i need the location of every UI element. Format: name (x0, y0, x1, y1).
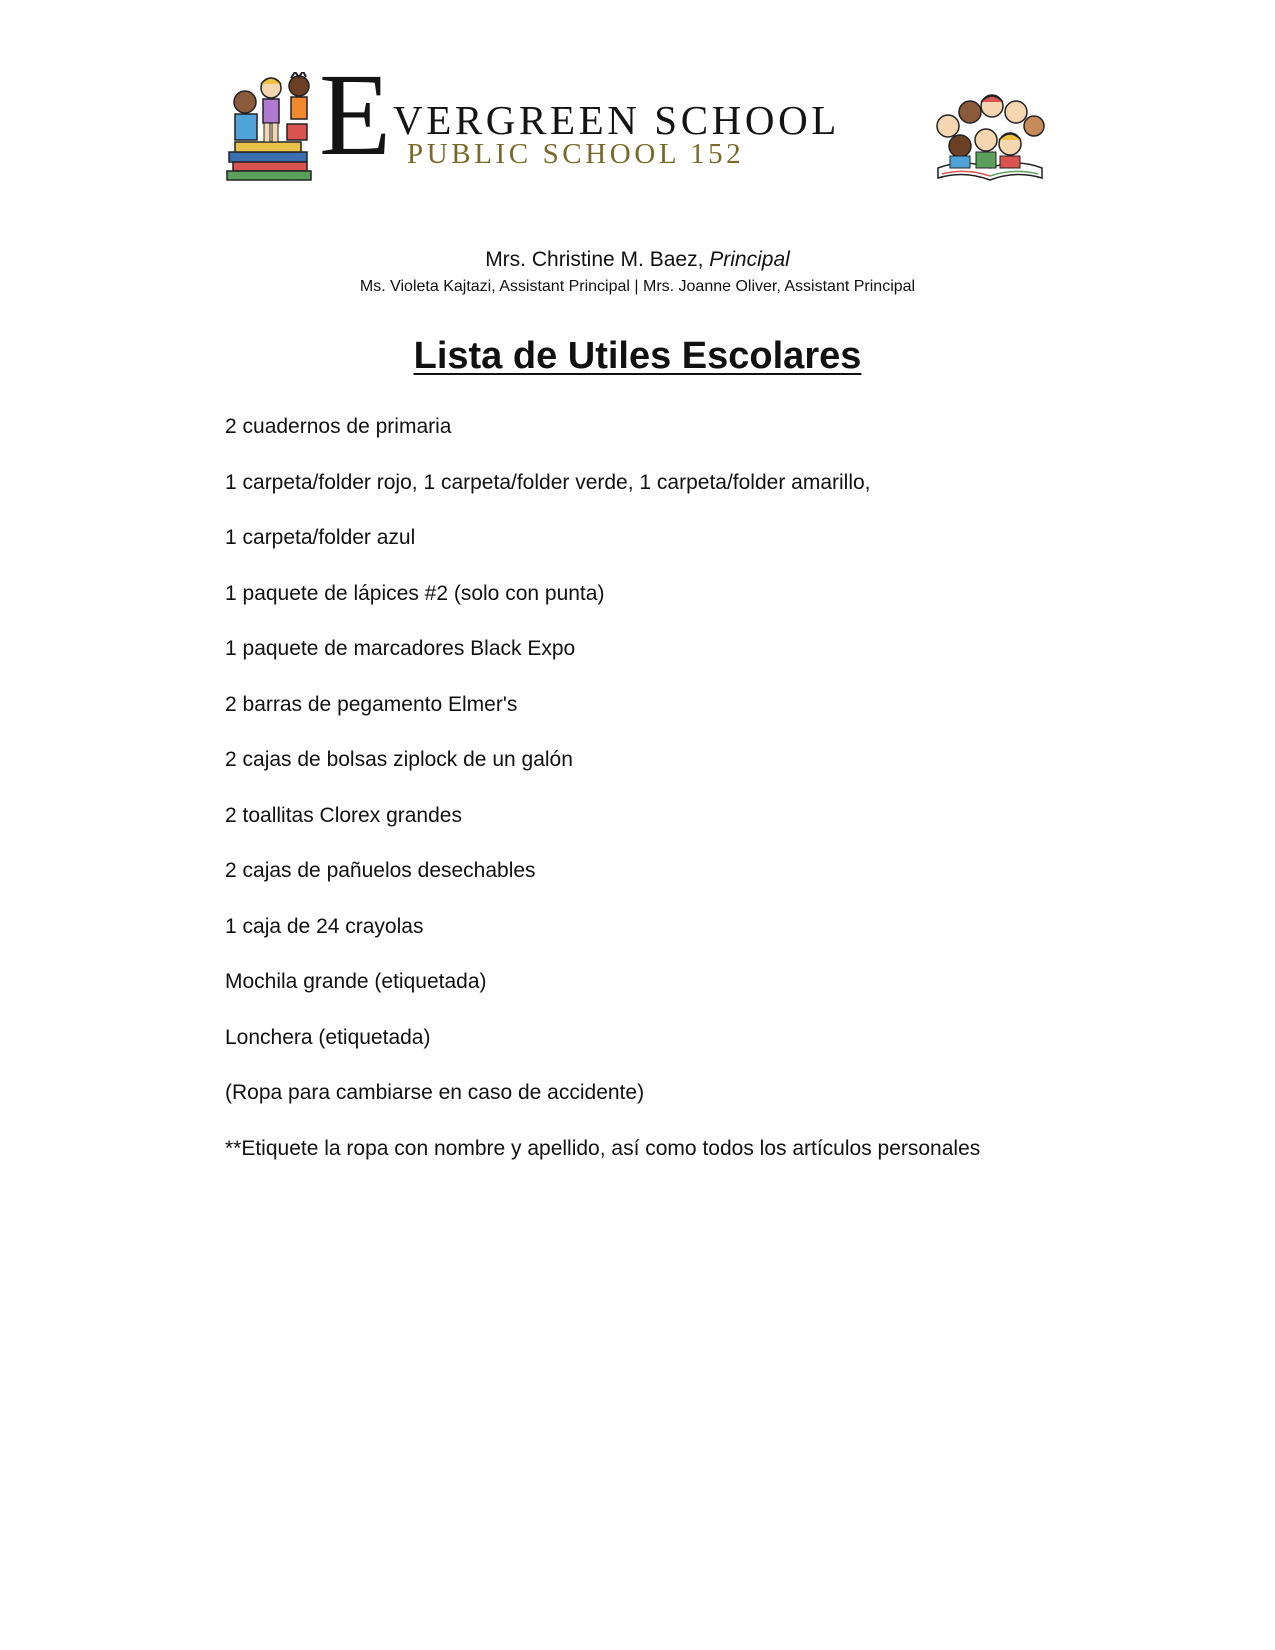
kids-on-books-illustration (225, 72, 325, 182)
supply-item: Lonchera (etiquetada) (225, 1025, 431, 1049)
logo-subtitle: PUBLIC SCHOOL 152 (407, 138, 745, 170)
supply-item: 2 toallitas Clorex grandes (225, 803, 462, 827)
supply-item: 1 carpeta/folder azul (225, 526, 416, 549)
supplies-list (225, 412, 1015, 1134)
logo-initial: E (319, 49, 392, 180)
supply-item: 2 cajas de bolsas ziplock de un galón (225, 748, 573, 771)
supply-item: 2 cajas de pañuelos desechables (225, 859, 536, 882)
principal-line (0, 248, 1275, 272)
labeling-note: **Etiquete la ropa con nombre y apellido, así como todos los artículos personales (225, 1137, 981, 1160)
supply-item: 1 paquete de marcadores Black Expo (225, 637, 576, 660)
supply-item: 1 paquete de lápices #2 (solo con punta) (225, 581, 605, 605)
supply-item: (Ropa para cambiarse en caso de accidente) (225, 1081, 645, 1104)
principal-name: Mrs. Christine M. Baez, (485, 248, 704, 271)
logo-school-name: VERGREEN SCHOOL (393, 97, 840, 143)
supply-item: Mochila grande (etiquetada) (225, 970, 487, 993)
kids-reading-illustration (930, 90, 1050, 182)
supply-item: 1 carpeta/folder rojo, 1 carpeta/folder verde, 1 carpeta/folder amarillo, (225, 470, 871, 494)
supply-item: 2 cuadernos de primaria (225, 415, 452, 438)
supply-item: 2 barras de pegamento Elmer's (225, 692, 518, 716)
principal-title: Principal (709, 248, 790, 271)
page-title: Lista de Utiles Escolares (413, 335, 862, 377)
supply-item: 1 caja de 24 crayolas (225, 914, 424, 938)
assistant-principals-line: Ms. Violeta Kajtazi, Assistant Principal | Mrs. Joanne Oliver, Assistant Principal (359, 278, 916, 295)
school-logo-banner (225, 49, 1050, 182)
